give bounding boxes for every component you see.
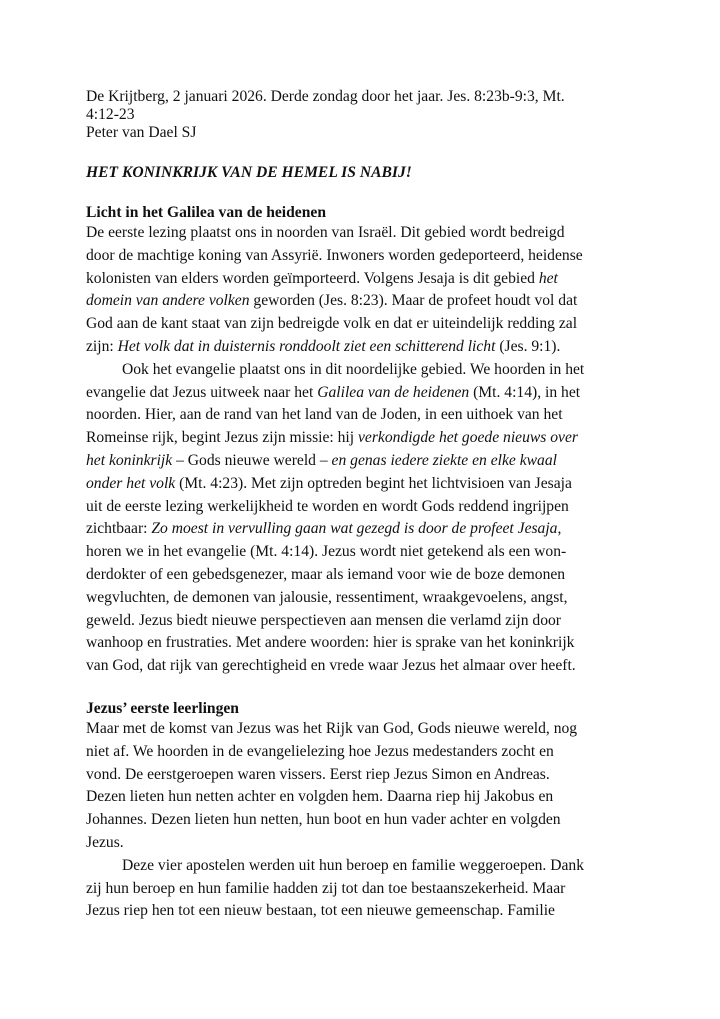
text-span: kolonisten van elders worden geïmporteerd. Volgens Jesaja is dit gebied: [86, 269, 539, 287]
italic-span: – en genas iedere ziekte en elke kwaal: [319, 451, 557, 469]
body-line: uit de eerste lezing werkelijkheid te worden en wordt Gods reddend ingrijpen: [86, 497, 569, 515]
header-line-1: De Krijtberg, 2 januari 2026. Derde zondag door het jaar. Jes. 8:23b-9:3, Mt.: [86, 88, 565, 105]
italic-span: Het volk dat in duisternis ronddoolt ziet een schitterend licht: [117, 337, 496, 355]
document-body: [86, 88, 646, 923]
spacer: [86, 182, 646, 204]
body-line: wegvluchten, de demonen van jalousie, ressentiment, wraakgevoelens, angst,: [86, 588, 568, 606]
body-line: door de machtige koning van Assyrië. Inwoners worden gedeporteerd, heidense: [86, 246, 583, 264]
body-line: wanhoop en frustraties. Met andere woorden: hier is sprake van het koninkrijk: [86, 634, 575, 652]
body-line: Jezus riep hen tot een nieuw bestaan, tot een nieuwe gemeenschap. Familie: [86, 902, 555, 920]
body-line: Maar met de komst van Jezus was het Rijk van God, Gods nieuwe wereld, nog: [86, 719, 578, 737]
text-span: Gods nieuwe wereld: [183, 451, 320, 469]
text-span: (Mt. 4:23). Met zijn optreden begint het lichtvisioen van Jesaja: [175, 474, 572, 492]
body-line: [86, 518, 646, 541]
author-line: Peter van Dael SJ: [86, 124, 197, 141]
spacer: [86, 678, 646, 700]
body-line: horen we in het evangelie (Mt. 4:14). Jezus wordt niet getekend als een won-: [86, 543, 567, 561]
text-span: Romeinse rijk, begint Jezus zijn missie: hij: [86, 429, 358, 447]
body-line: zij hun beroep en hun familie hadden zij tot dan toe bestaanszekerheid. Maar: [86, 879, 566, 897]
spacer: [86, 142, 646, 164]
text-span: zijn:: [86, 337, 118, 355]
body-line: geweld. Jezus biedt nieuwe perspectieven aan mensen die verlamd zijn door: [86, 611, 562, 629]
text-span: zichtbaar:: [86, 520, 152, 538]
body-line: noorden. Hier, aan de rand van het land van de Joden, in een uithoek van het: [86, 406, 563, 424]
text-span: geworden (Jes. 8:23). Maar de profeet houdt vol dat: [249, 292, 578, 310]
italic-span: het: [538, 269, 558, 287]
body-line: Jezus.: [86, 833, 124, 851]
body-line: [86, 450, 646, 473]
text-span: (Mt. 4:14), in het: [469, 383, 581, 401]
italic-span: Zo moest in vervulling gaan wat gezegd is door de profeet Jesaja: [151, 520, 558, 538]
italic-span: verkondigde het goede nieuws over: [358, 429, 578, 447]
body-line: Ook het evangelie plaatst ons in dit noordelijke gebied. We hoorden in het: [122, 360, 585, 378]
body-line: [86, 290, 646, 313]
body-line: God aan de kant staat van zijn bedreigde volk en dat er uiteindelijk redding zal: [86, 315, 578, 333]
body-line: [86, 336, 646, 359]
body-line: Deze vier apostelen werden uit hun beroep en familie weggeroepen. Dank: [122, 856, 584, 874]
text-span: (Jes. 9:1).: [495, 337, 561, 355]
section-heading-2: Jezus’ eerste leerlingen: [86, 699, 239, 717]
text-span: ,: [557, 520, 562, 538]
body-line: [86, 473, 646, 496]
body-line: De eerste lezing plaatst ons in noorden van Israël. Dit gebied wordt bedreigd: [86, 224, 565, 241]
body-line: Dezen lieten hun netten achter en volgden hem. Daarna riep hij Jakobus en: [86, 788, 554, 806]
body-line: [86, 427, 646, 450]
text-span: evangelie dat Jezus uitweek naar het: [86, 383, 318, 401]
body-line: derdokter of een gebedsgenezer, maar als iemand voor wie de boze demonen: [86, 565, 566, 583]
body-line: Johannes. Dezen lieten hun netten, hun boot en hun vader achter en volgden: [86, 811, 561, 829]
header-line-2: 4:12-23: [86, 106, 135, 123]
body-line: niet af. We hoorden in de evangelielezing hoe Jezus medestanders zocht en: [86, 742, 554, 760]
italic-span: domein van andere volken: [86, 292, 250, 310]
body-line: [86, 382, 646, 405]
body-line: van God, dat rijk van gerechtigheid en vrede waar Jezus het almaar over heeft.: [86, 657, 576, 675]
section-heading-1: Licht in het Galilea van de heidenen: [86, 204, 326, 221]
sermon-title: HET KONINKRIJK VAN DE HEMEL IS NABIJ!: [86, 164, 412, 181]
body-line: vond. De eerstgeroepen waren vissers. Eerst riep Jezus Simon en Andreas.: [86, 765, 550, 783]
italic-span: onder het volk: [86, 474, 176, 492]
italic-span: Galilea van de heidenen: [317, 383, 470, 401]
italic-span: het koninkrijk –: [86, 451, 184, 469]
body-line: [86, 268, 646, 291]
